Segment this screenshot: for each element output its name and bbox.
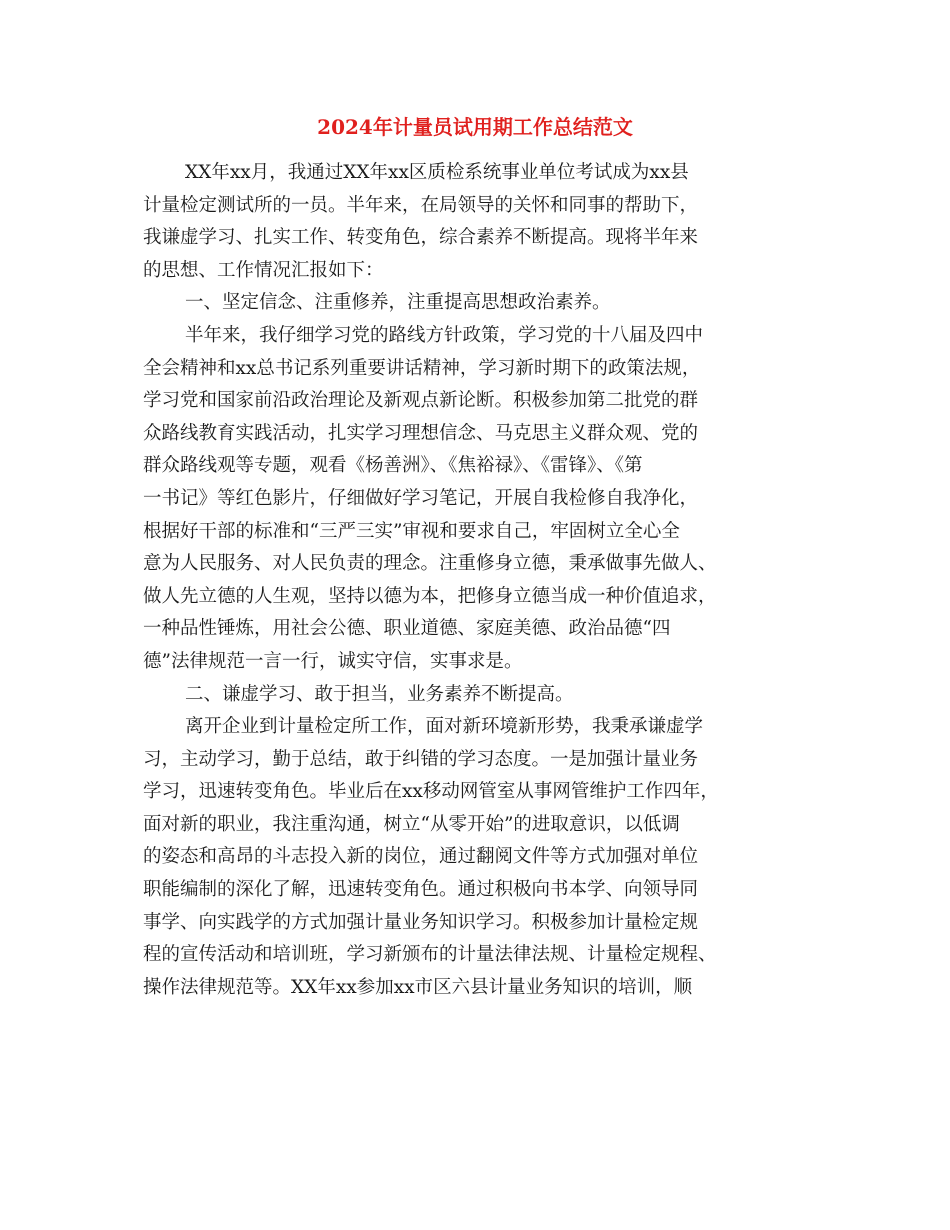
text-line: 操作法律规范等。XX年xx参加xx市区六县计量业务知识的培训，顺 — [143, 976, 693, 998]
text-line: 程的宣传活动和培训班，学习新颁布的计量法律法规、计量检定规程、 — [143, 944, 717, 966]
text-line: 学习党和国家前沿政治理论及新观点新论断。积极参加第二批党的群 — [143, 390, 699, 412]
text-line: 根据好干部的标准和“三严三实”审视和要求自己，牢固树立全心全 — [143, 520, 680, 542]
text-line: 学习，迅速转变角色。毕业后在xx移动网管室从事网管维护工作四年， — [143, 781, 719, 803]
section-heading: 一、坚定信念、注重修养，注重提高思想政治素养。 — [185, 292, 611, 314]
text-line: 事学、向实践学的方式加强计量业务知识学习。积极参加计量检定规 — [143, 911, 699, 933]
text-line: 一种品性锤炼，用社会公德、职业道德、家庭美德、政治品德“四 — [143, 618, 671, 640]
section-heading: 二、谦虚学习、敢于担当，业务素养不断提高。 — [185, 683, 574, 705]
text-line: 计量检定测试所的一员。半年来，在局领导的关怀和同事的帮助下， — [143, 194, 699, 216]
text-line: XX年xx月，我通过XX年xx区质检系统事业单位考试成为xx县 — [185, 162, 689, 183]
document-title: 2024年计量员试用期工作总结范文 — [317, 115, 633, 139]
text-line: 众路线教育实践活动，扎实学习理想信念、马克思主义群众观、党的 — [143, 422, 699, 444]
text-line: 的思想、工作情况汇报如下： — [143, 259, 384, 281]
text-line: 一书记》等红色影片，仔细做好学习笔记，开展自我检修自我净化， — [143, 487, 699, 509]
text-line: 群众路线观等专题，观看《杨善洲》、《焦裕禄》、《雷锋》、《第 — [143, 455, 643, 477]
document-body — [143, 157, 810, 1004]
text-line: 意为人民服务、对人民负责的理念。注重修身立德，秉承做事先做人、 — [143, 553, 717, 575]
text-line: 德”法律规范一言一行，诚实守信，实事求是。 — [143, 650, 523, 672]
text-line: 离开企业到计量检定所工作，面对新环境新形势，我秉承谦虚学 — [185, 716, 704, 738]
text-line: 半年来，我仔细学习党的路线方针政策，学习党的十八届及四中 — [185, 324, 704, 346]
text-line: 的姿态和高昂的斗志投入新的岗位，通过翻阅文件等方式加强对单位 — [143, 846, 699, 868]
text-line: 全会精神和xx总书记系列重要讲话精神，学习新时期下的政策法规， — [143, 357, 701, 379]
text-line: 职能编制的深化了解，迅速转变角色。通过积极向书本学、向领导同 — [143, 879, 699, 901]
text-line: 我谦虚学习、扎实工作、转变角色，综合素养不断提高。现将半年来 — [143, 227, 699, 249]
text-line: 做人先立德的人生观，坚持以德为本，把修身立德当成一种价值追求， — [143, 585, 717, 607]
text-line: 面对新的职业，我注重沟通，树立“从零开始”的进取意识，以低调 — [143, 813, 680, 835]
text-line: 习，主动学习，勤于总结，敢于纠错的学习态度。一是加强计量业务 — [143, 748, 699, 770]
